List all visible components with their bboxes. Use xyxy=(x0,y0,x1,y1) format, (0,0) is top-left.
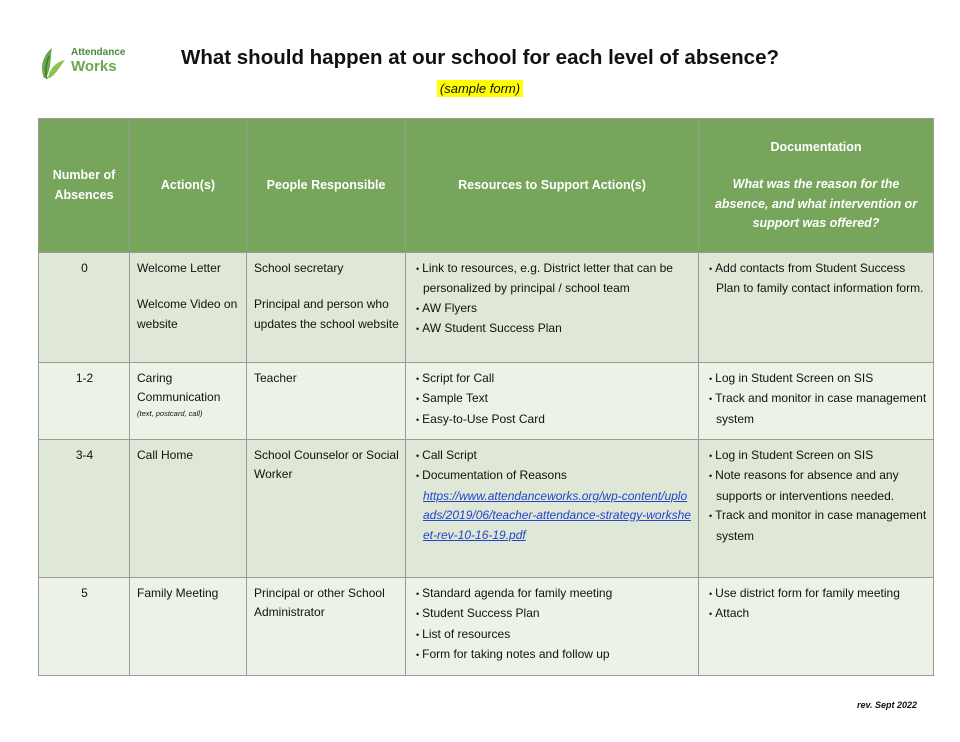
resource-item: • Link to resources, e.g. District letter that can be personalized by principal / school team xyxy=(413,259,692,299)
header-row xyxy=(39,119,934,253)
resource-item: • Script for Call xyxy=(413,369,692,389)
logo-line2: Works xyxy=(71,58,117,75)
documentation-item: • Log in Student Screen on SIS xyxy=(706,446,927,466)
absences-cell: 1-2 xyxy=(39,363,130,440)
table-row xyxy=(39,363,934,440)
documentation-cell xyxy=(699,363,934,440)
resource-item: • List of resources xyxy=(413,625,692,645)
resource-item: • AW Student Success Plan xyxy=(413,319,692,339)
resource-item: • Easy-to-Use Post Card xyxy=(413,410,692,430)
actions-cell: Call Home xyxy=(130,440,247,578)
table-row xyxy=(39,440,934,578)
documentation-item: • Add contacts from Student Success Plan to family contact information form. xyxy=(706,259,927,299)
revision-note: rev. Sept 2022 xyxy=(856,700,917,710)
header-documentation-question: What was the reason for the absence, and what intervention or support was offered? xyxy=(714,177,918,230)
action-text: Welcome Video on website xyxy=(137,297,238,331)
worksheet-link[interactable]: https://www.attendanceworks.org/wp-content/uploads/2019/06/teacher-attendance-strategy-worksheet-rev-10-16-19.pdf xyxy=(423,488,691,542)
action-text: Caring Communication xyxy=(137,371,221,405)
resource-item: • Form for taking notes and follow up xyxy=(413,645,692,665)
logo-line1: Attendance xyxy=(71,47,126,58)
absences-cell: 5 xyxy=(39,578,130,676)
people-text: School secretary xyxy=(254,261,344,275)
documentation-item: • Note reasons for absence and any supports or interventions needed. xyxy=(706,466,927,506)
resource-item: • Call Script xyxy=(413,446,692,466)
actions-cell: Family Meeting xyxy=(130,578,247,676)
resource-item: • AW Flyers xyxy=(413,299,692,319)
header-documentation-title: Documentation xyxy=(770,139,862,154)
action-text: Welcome Letter xyxy=(137,261,221,275)
resource-item: • Documentation of Reasons xyxy=(413,466,692,486)
resource-item: • Student Success Plan xyxy=(413,604,692,624)
documentation-cell xyxy=(699,253,934,363)
action-note: (text, postcard, call) xyxy=(137,408,203,418)
people-cell: Teacher xyxy=(247,363,406,440)
documentation-cell xyxy=(699,440,934,578)
people-cell: School Counselor or Social Worker xyxy=(247,440,406,578)
documentation-item: • Use district form for family meeting xyxy=(706,584,927,604)
page-title: What should happen at our school for each level of absence? xyxy=(180,46,779,69)
header-documentation xyxy=(699,119,934,253)
page-subtitle: (sample form) xyxy=(437,80,523,97)
header-people: People Responsible xyxy=(247,119,406,253)
actions-cell xyxy=(130,253,247,363)
people-cell xyxy=(247,253,406,363)
people-text: Principal and person who updates the school website xyxy=(254,297,399,331)
table-row xyxy=(39,578,934,676)
absences-cell: 0 xyxy=(39,253,130,363)
header-absences: Number of Absences xyxy=(39,119,130,253)
documentation-item: • Attach xyxy=(706,604,927,624)
documentation-item: • Track and monitor in case management system xyxy=(706,389,927,429)
people-cell: Principal or other School Administrator xyxy=(247,578,406,676)
absence-levels-table xyxy=(38,118,934,676)
documentation-item: • Track and monitor in case management system xyxy=(706,506,927,546)
absences-cell: 3-4 xyxy=(39,440,130,578)
resource-item: • Standard agenda for family meeting xyxy=(413,584,692,604)
header-actions: Action(s) xyxy=(130,119,247,253)
table-row xyxy=(39,253,934,363)
actions-cell xyxy=(130,363,247,440)
documentation-item: • Log in Student Screen on SIS xyxy=(706,369,927,389)
resource-item: • Sample Text xyxy=(413,389,692,409)
documentation-cell xyxy=(699,578,934,676)
resources-cell xyxy=(406,440,699,578)
resources-cell xyxy=(406,363,699,440)
header-resources: Resources to Support Action(s) xyxy=(406,119,699,253)
resources-cell xyxy=(406,578,699,676)
resources-cell xyxy=(406,253,699,363)
